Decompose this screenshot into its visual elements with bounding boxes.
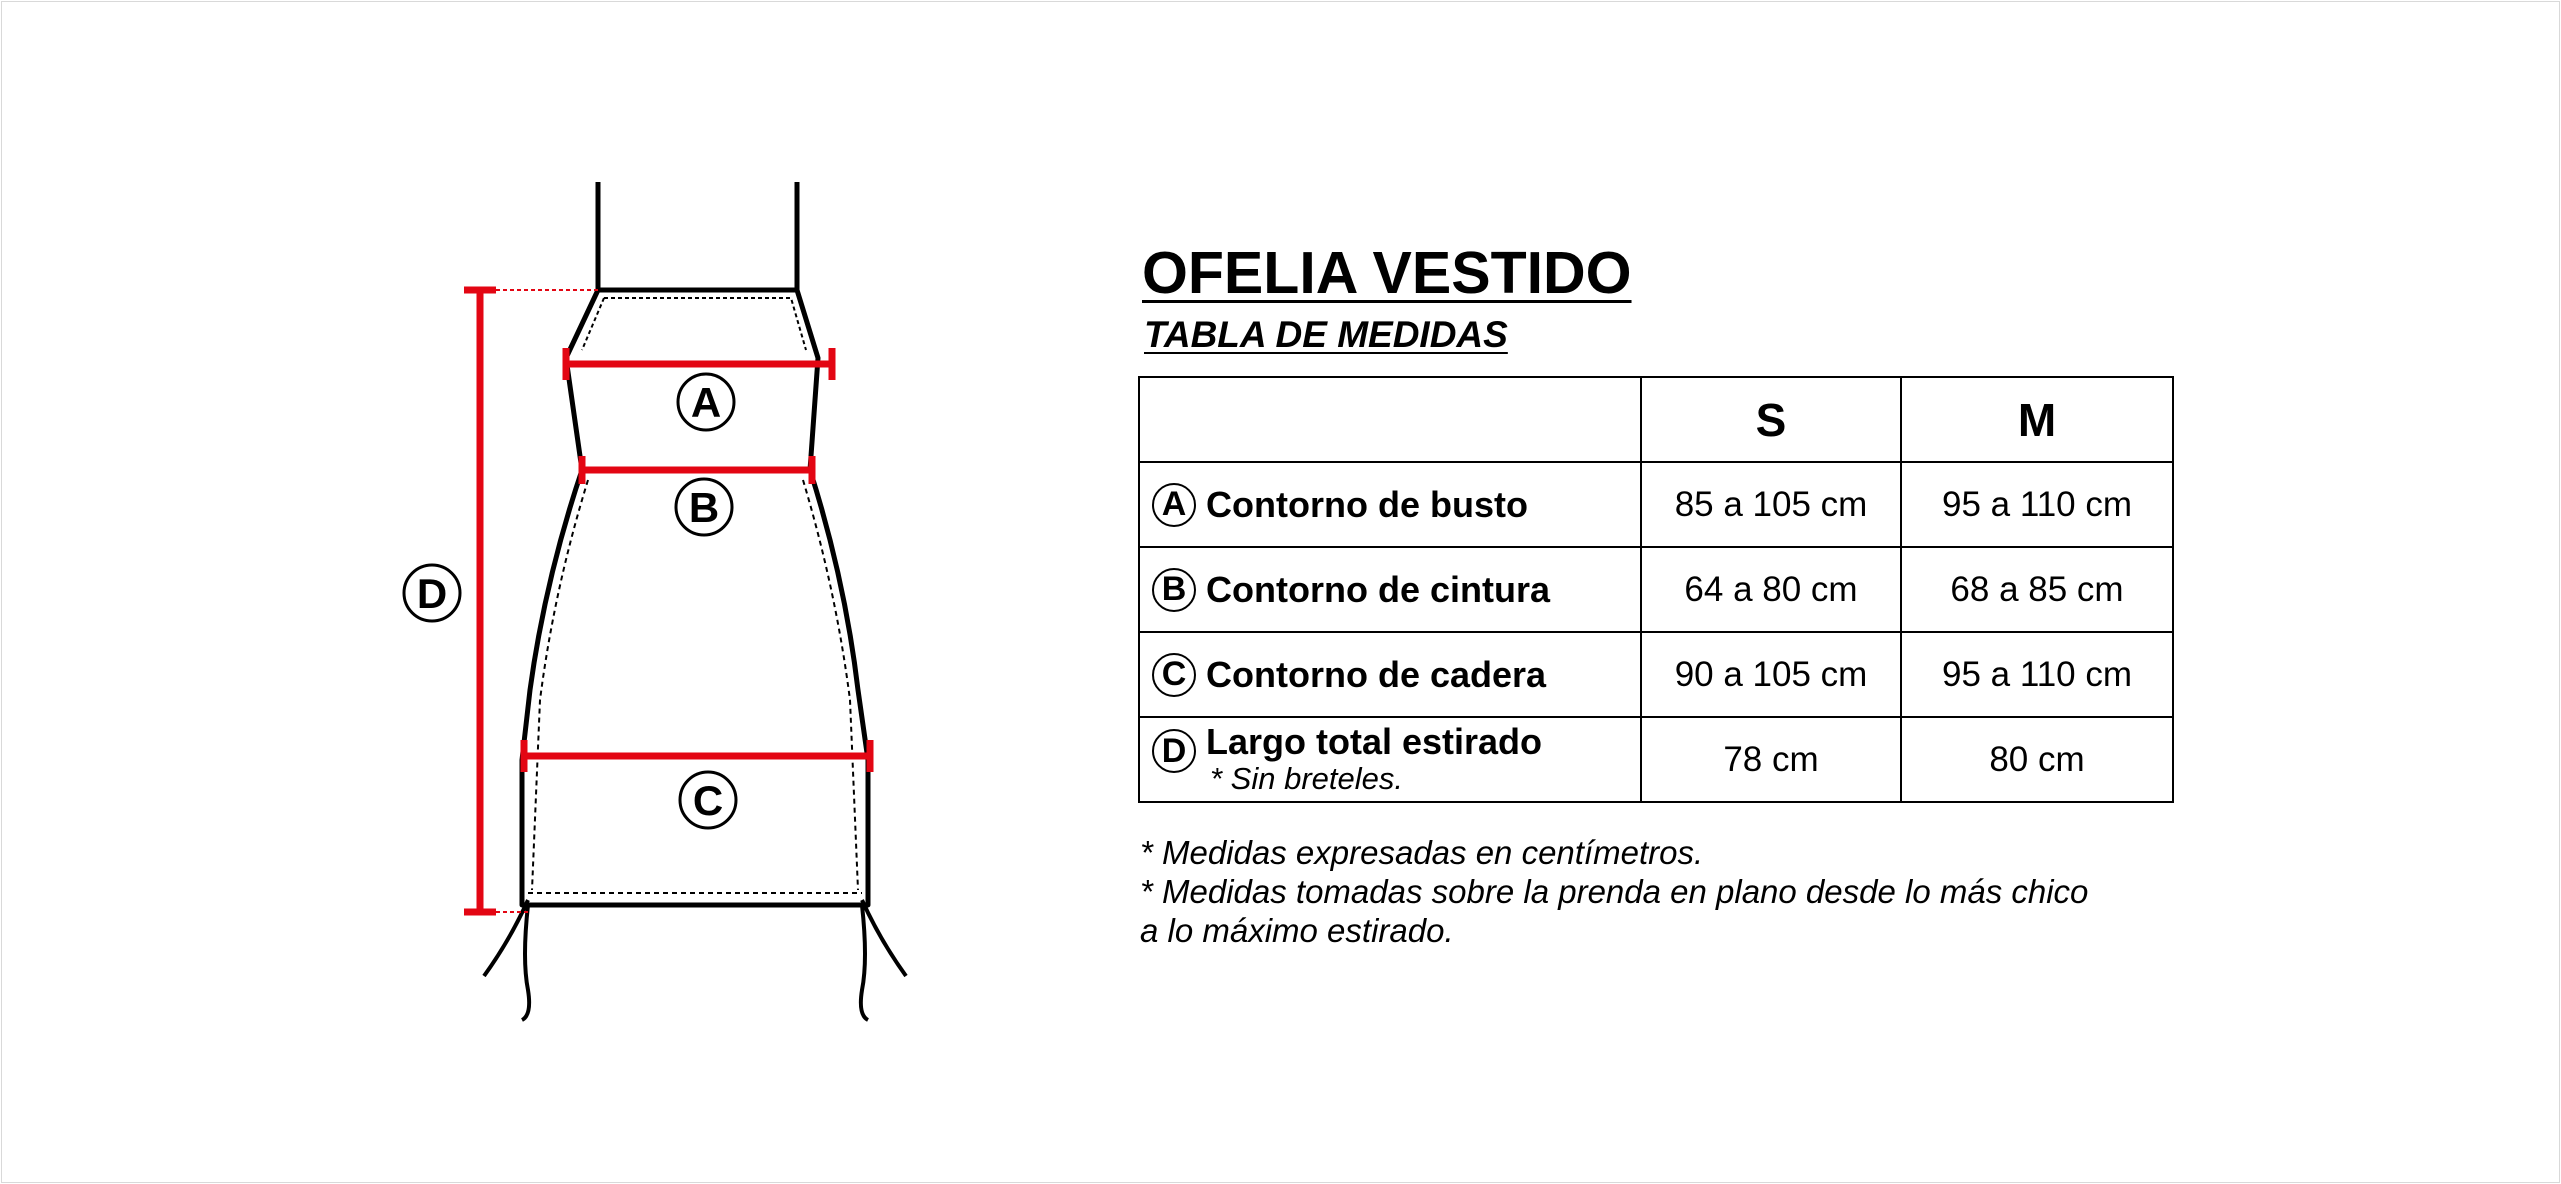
- page-subtitle: TABLA DE MEDIDAS: [1144, 314, 1508, 355]
- dress-diagram: [0, 0, 1050, 1184]
- table-row: [1139, 632, 2173, 717]
- row-note: * Sin breteles.: [1210, 761, 1403, 797]
- marker-b-label: B: [688, 484, 720, 531]
- value-s: 85 a 105 cm: [1641, 462, 1901, 547]
- table-row: [1139, 462, 2173, 547]
- value-m: 68 a 85 cm: [1901, 547, 2173, 632]
- marker-a: [678, 374, 734, 430]
- table-corner-cell: [1139, 377, 1641, 462]
- row-label-cell: [1139, 717, 1641, 802]
- table-header-row: [1139, 377, 2173, 462]
- row-label: Largo total estirado: [1206, 721, 1543, 763]
- footnote: * Medidas expresadas en centímetros.: [1140, 834, 1704, 871]
- row-label-cell: [1139, 632, 1641, 717]
- marker-b: [676, 479, 732, 535]
- page-title: OFELIA VESTIDO: [1142, 240, 1632, 306]
- value-m: 95 a 110 cm: [1901, 632, 2173, 717]
- marker-a-label: A: [690, 379, 722, 426]
- letter-badge: A: [1152, 483, 1196, 527]
- row-label: Contorno de cadera: [1206, 653, 1547, 695]
- footnote: a lo máximo estirado.: [1140, 912, 1454, 949]
- row-label: Contorno de busto: [1206, 483, 1528, 525]
- footnotes: [1140, 833, 2088, 950]
- row-label-cell: [1139, 462, 1641, 547]
- value-s: 90 a 105 cm: [1641, 632, 1901, 717]
- marker-c-label: C: [692, 777, 724, 824]
- marker-c: [680, 772, 736, 828]
- marker-d: [404, 565, 460, 621]
- letter-badge: C: [1152, 653, 1196, 697]
- left-tie: [484, 900, 529, 1020]
- letter-badge: D: [1152, 729, 1196, 773]
- row-label-cell: [1139, 547, 1641, 632]
- table-row: [1139, 547, 2173, 632]
- letter-badge: B: [1152, 568, 1196, 612]
- value-m: 80 cm: [1901, 717, 2173, 802]
- value-m: 95 a 110 cm: [1901, 462, 2173, 547]
- marker-d-label: D: [416, 570, 448, 617]
- size-header-s: S: [1641, 377, 1901, 462]
- table-row: [1139, 717, 2173, 802]
- size-header-m: M: [1901, 377, 2173, 462]
- size-table: [1138, 376, 2174, 803]
- value-s: 64 a 80 cm: [1641, 547, 1901, 632]
- row-label: Contorno de cintura: [1206, 568, 1550, 610]
- value-s: 78 cm: [1641, 717, 1901, 802]
- right-tie: [861, 900, 906, 1020]
- footnote: * Medidas tomadas sobre la prenda en plano desde lo más chico: [1140, 873, 2089, 910]
